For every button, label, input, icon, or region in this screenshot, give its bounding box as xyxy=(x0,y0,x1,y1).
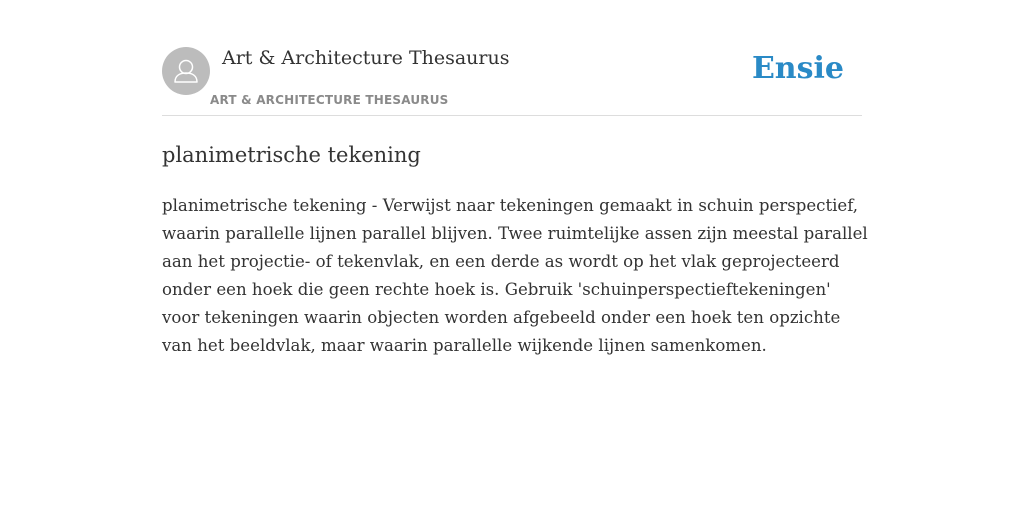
source-title[interactable]: Art & Architecture Thesaurus xyxy=(222,47,510,69)
user-outline-icon xyxy=(162,47,210,95)
entry-header xyxy=(162,0,862,116)
page-content xyxy=(162,0,868,512)
brand-logo[interactable]: Ensie xyxy=(751,51,844,86)
definition-text: planimetrische tekening - Verwijst naar tekeningen gemaakt in schuin perspectief, waarin parallelle lijnen parallel blijven. Twee ruimtelijke assen zijn meestal parallel aan het projectie- of tekenvlak, en een derde as wordt op het vlak geprojecteerd onder een hoek die geen rechte hoek is. Gebruik 'schuinperspectieftekeningen' voor tekeningen waarin objecten worden afgebeeld onder een hoek ten opzichte van het beeldvlak, maar waarin parallelle wijkende lijnen samenkomen. xyxy=(162,196,868,355)
source-subtitle[interactable]: ART & ARCHITECTURE THESAURUS xyxy=(210,93,449,107)
avatar[interactable] xyxy=(162,47,210,95)
page-title: planimetrische tekening xyxy=(162,143,421,167)
